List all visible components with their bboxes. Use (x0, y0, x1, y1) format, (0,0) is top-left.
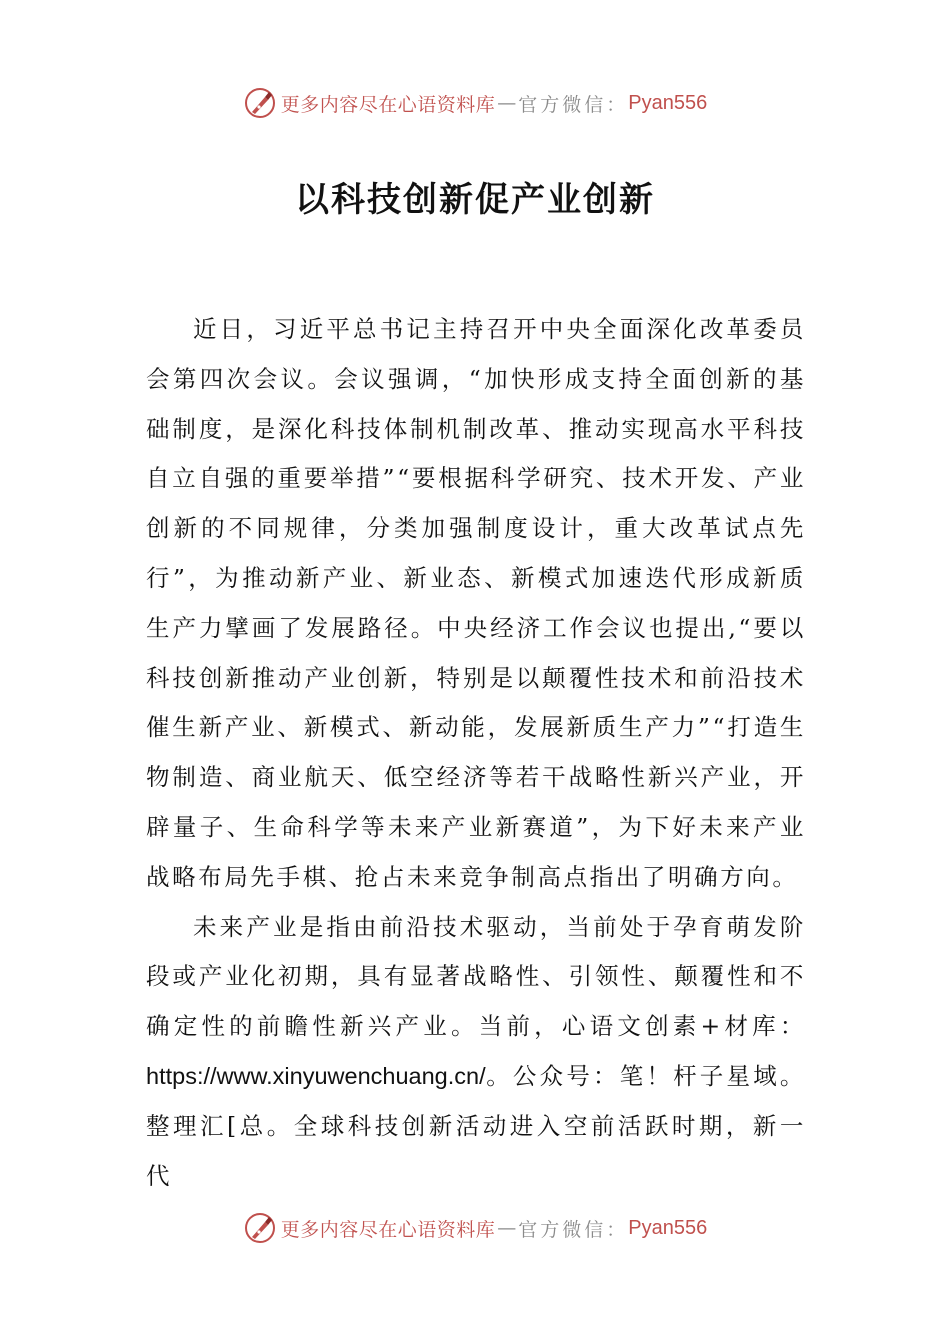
document-title: 以科技创新促产业创新 (295, 180, 655, 220)
paragraph-2-url: https://www.xinyuwenchuang.cn/ (146, 1062, 486, 1089)
watermark-id: Pyan556 (628, 91, 708, 114)
watermark-label: 官方微信： (518, 1218, 629, 1241)
watermark-separator: — (497, 92, 517, 114)
article-body (146, 305, 806, 1201)
pen-nib-logo-icon (243, 86, 277, 120)
footer-watermark (0, 1208, 950, 1248)
watermark-main-text: 更多内容尽在心语资料库 (280, 1218, 496, 1241)
watermark-separator: — (497, 1217, 517, 1239)
paragraph-2-end: 。公众号：笔！杆子星域。整理汇[总。全球科技创新活动进入空前活跃时期，新一代 (146, 1061, 806, 1190)
paragraph-1: 近日，习近平总书记主持召开中央全面深化改革委员会第四次会议。会议强调，“加快形成支持全面创新的基础制度，是深化科技体制机制改革、推动实现高水平科技自立自强的重要举措”“要根据科学研究、技术开发、产业创新的不同规律，分类加强制度设计，重大改革试点先行”，为推动新产业、新业态、新模式加速迭代形成新质生产力擘画了发展路径。中央经济工作会议也提出,“要以科技创新推动产业创新，特别是以颠覆性技术和前沿技术催生新产业、新模式、新动能，发展新质生产力”“打造生物制造、商业航天、低空经济等若干战略性新兴产业，开辟量子、生命科学等未来产业新赛道”，为下好未来产业战略布局先手棋、抢占未来竞争制高点指出了明确方向。 (146, 315, 806, 891)
watermark-id: Pyan556 (628, 1216, 708, 1239)
watermark-label: 官方微信： (518, 93, 629, 116)
header-watermark (0, 83, 950, 123)
paragraph-2-start: 未来产业是指由前沿技术驱动，当前处于孕育萌发阶段或产业化初期，具有显著战略性、引领性、颠覆性和不确定性的前瞻性新兴产业。当前，心语文创素+材库： (146, 912, 806, 1041)
pen-nib-logo-icon (243, 1211, 277, 1245)
watermark-main-text: 更多内容尽在心语资料库 (280, 93, 496, 116)
paragraph-2 (146, 903, 806, 1202)
